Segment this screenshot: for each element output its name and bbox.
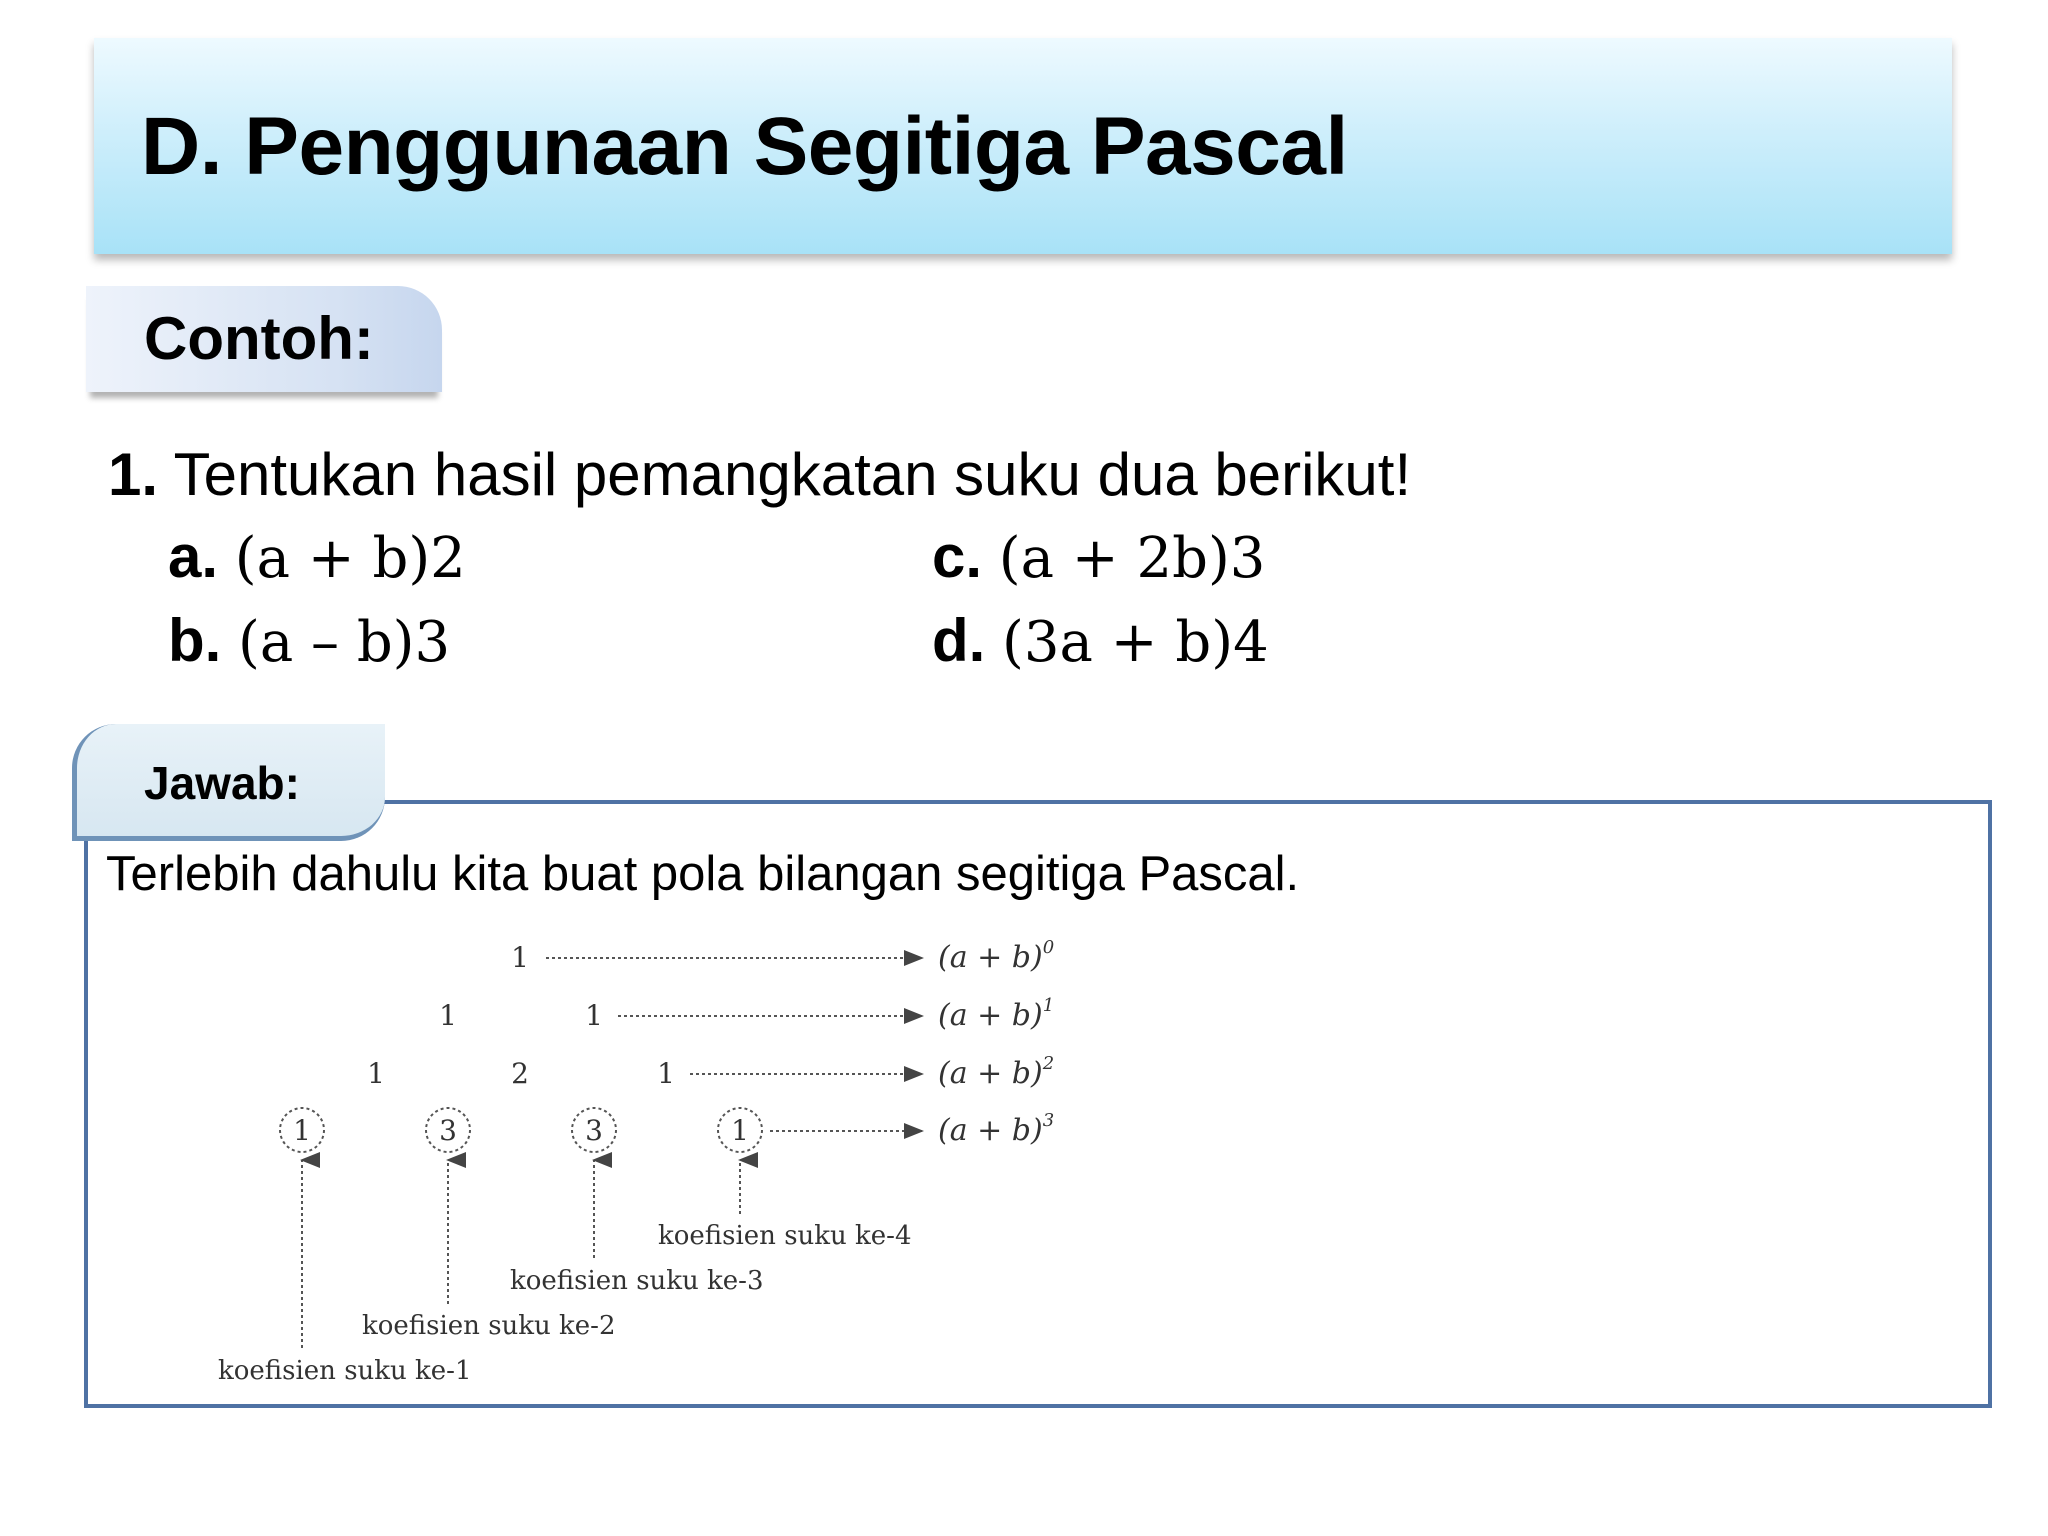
pascal-r2-c0: 1 [367, 1057, 385, 1090]
term-label-1: koefisien suku ke-1 [218, 1356, 472, 1386]
item-d-label: d. [932, 607, 986, 674]
pascal-r0-c0: 1 [511, 941, 529, 974]
pascal-r3-c0: 1 [293, 1114, 311, 1147]
item-b-label: b. [168, 607, 222, 674]
item-a-label: a. [168, 523, 219, 590]
pascal-r3-c3: 1 [731, 1114, 749, 1147]
pascal-r3-power: $(a + b)^3$ [938, 1110, 1055, 1148]
answer-intro: Terlebih dahulu kita buat pola bilangan segitiga Pascal. [106, 847, 1300, 901]
term-label-4: koefisien suku ke-4 [658, 1221, 912, 1251]
question-text: Tentukan hasil pemangkatan suku dua berikut! [173, 441, 1412, 508]
slide-title: D. Penggunaan Segitiga Pascal [141, 101, 1348, 192]
pascal-r2-power: $(a + b)^2$ [938, 1053, 1055, 1091]
item-c-expr: (a + 2b)3 [998, 526, 1266, 591]
item-a-expr: (a + b)2 [234, 526, 466, 591]
pascal-r1-c0: 1 [439, 999, 457, 1032]
term-label-3: koefisien suku ke-3 [510, 1266, 764, 1296]
item-b-expr: (a – b)3 [238, 610, 451, 675]
pascal-r0-power: $(a + b)^0$ [938, 937, 1055, 975]
pascal-r3-c1: 3 [439, 1114, 457, 1147]
term-label-2: koefisien suku ke-2 [362, 1311, 616, 1341]
question-number: 1. [108, 441, 159, 508]
pascal-r1-c1: 1 [585, 999, 603, 1032]
pascal-r2-c2: 1 [657, 1057, 675, 1090]
pascal-r1-power: $(a + b)^1$ [938, 995, 1055, 1033]
item-c-label: c. [932, 523, 983, 590]
answer-label: Jawab: [144, 757, 300, 809]
pascal-r3-c2: 3 [585, 1114, 603, 1147]
example-label: Contoh: [144, 305, 374, 372]
item-d-expr: (3a + b)4 [1002, 610, 1269, 675]
pascal-r2-c1: 2 [511, 1057, 529, 1090]
